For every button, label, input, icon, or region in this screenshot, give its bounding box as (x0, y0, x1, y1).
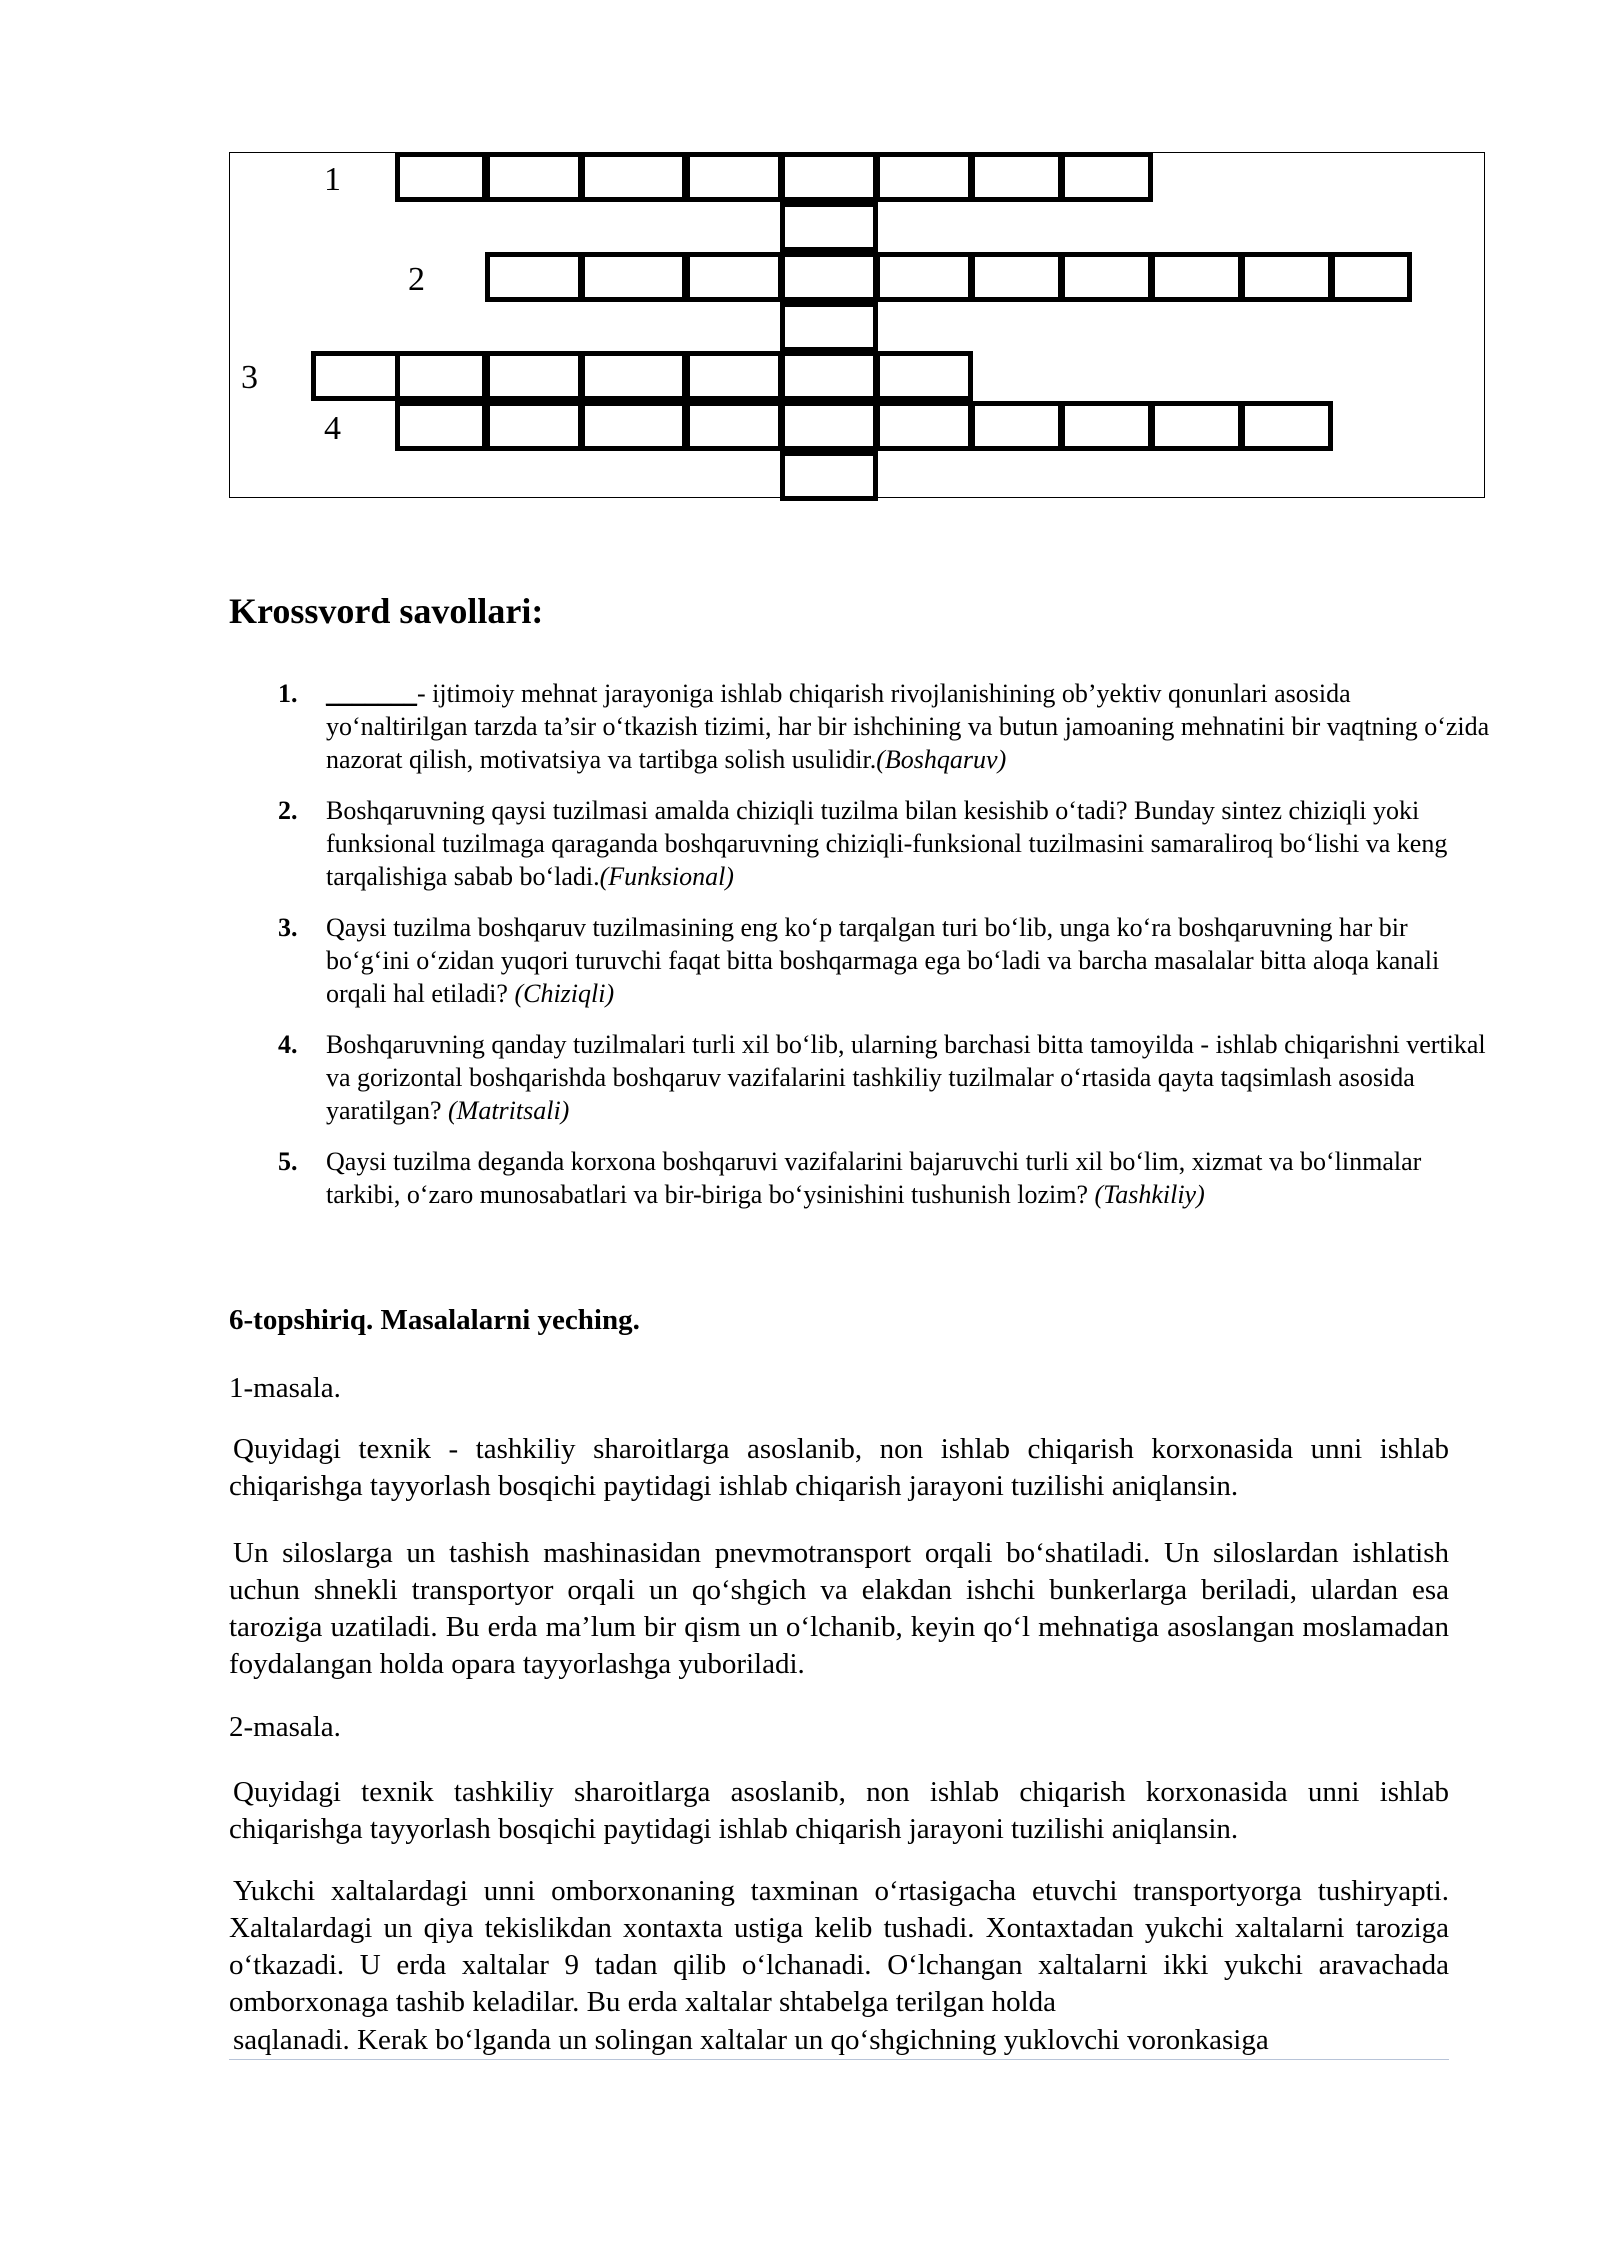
crossword-cell[interactable] (780, 401, 878, 451)
question-answer: (Matritsali) (448, 1096, 570, 1125)
problem2-paragraph-1: Quyidagi texnik tashkiliy sharoitlarga asoslanib, non ishlab chiqarish korxonasida unni ishlab chiqarishga tayyorlash bosqichi paytidagi ishlab chiqarish jarayoni tuzilishi aniqlansin. (229, 1776, 1449, 1845)
question-item (270, 911, 1490, 1010)
problem2-paragraph-2: Yukchi xaltalardagi unni omborxonaning taxminan o‘rtasigacha etuvchi transportyorga tushiryapti. Xaltalardagi un qiya tekislikdan xontaxta ustiga kelib tushadi. Xontaxtadan yukchi xaltalarni taroziga o‘tkazadi. U erda xaltalar 9 tadan qilib o‘lchanadi. O‘lchangan xaltalarni ikki yukchi aravachada omborxonaga tashib keladilar. Bu erda xaltalar shtabelga terilgan holda (229, 1875, 1449, 2018)
crossword-cell[interactable] (685, 351, 783, 401)
crossword-cell[interactable] (970, 401, 1063, 451)
crossword-number-4: 4 (324, 410, 341, 447)
question-number: 5. (278, 1147, 298, 1176)
question-number: 4. (278, 1030, 298, 1059)
question-item (270, 677, 1490, 776)
crossword-cell[interactable] (780, 451, 878, 501)
crossword-cell[interactable] (780, 302, 878, 352)
questions-title: Krossvord savollari: (229, 591, 544, 631)
question-answer: (Boshqaruv) (876, 745, 1007, 774)
crossword-cell[interactable] (1240, 401, 1333, 451)
crossword-cell[interactable] (1060, 401, 1153, 451)
crossword-cell[interactable] (580, 401, 687, 451)
crossword-cell[interactable] (1240, 252, 1333, 302)
crossword-cell[interactable] (485, 152, 583, 202)
crossword-cell[interactable] (395, 351, 487, 401)
question-item (270, 1028, 1490, 1127)
crossword-number-2: 2 (408, 261, 425, 298)
crossword-cell[interactable] (580, 252, 687, 302)
crossword-cell[interactable] (780, 252, 878, 302)
crossword-cell[interactable] (685, 152, 783, 202)
crossword-cell[interactable] (580, 152, 687, 202)
question-text: Boshqaruvning qanday tuzilmalari turli xil bo‘lib, ularning barchasi bitta tamoyilda - ishlab chiqarishni vertikal va gorizontal boshqarishda boshqaruv vazifalarini tashkiliy tuzilmalar o‘rtasida qayta taqsimlash asosida yaratilgan? (326, 1030, 1486, 1125)
question-text: Boshqaruvning qaysi tuzilmasi amalda chiziqli tuzilma bilan kesishib o‘tadi? Bunday sintez chiziqli yoki funksional tuzilmaga qaraganda boshqaruvning chiziqli-funksional tuzilmasini samaraliroq bo‘lishi va keng tarqalishiga sabab bo‘ladi. (326, 796, 1448, 891)
task-heading: 6-topshiriq. Masalalarni yeching. (229, 1304, 640, 1336)
crossword-cell[interactable] (311, 351, 401, 401)
crossword-cell[interactable] (395, 401, 487, 451)
question-text: - ijtimoiy mehnat jarayoniga ishlab chiqarish rivojlanishining ob’yektiv qonunlari asosida yo‘naltirilgan tarzda ta’sir o‘tkazish tizimi, har bir ishchining va butun jamoaning mehnatini bir vaqtning o‘zida nazorat qilish, motivatsiya va tartibga solish usulidir. (326, 679, 1490, 774)
question-answer: (Funksional) (599, 862, 734, 891)
crossword-cell[interactable] (1060, 152, 1153, 202)
problem2-paragraph-2-last-line: saqlanadi. Kerak bo‘lganda un solingan xaltalar un qo‘shgichning yuklovchi voronkasiga (229, 2022, 1449, 2060)
crossword-cell[interactable] (780, 351, 878, 401)
crossword-cell[interactable] (1330, 252, 1412, 302)
crossword-cell[interactable] (875, 252, 973, 302)
answer-blank: _______ (326, 679, 417, 708)
crossword-cell[interactable] (1150, 252, 1243, 302)
crossword-number-3: 3 (241, 359, 258, 396)
questions-list (270, 677, 1490, 1229)
question-number: 2. (278, 796, 298, 825)
problem1-paragraph-2: Un siloslarga un tashish mashinasidan pnevmotransport orqali bo‘shatiladi. Un siloslardan ishlatish uchun shnekli transportyor orqali un qo‘shgich va elakdan ishchi bunkerlarga beriladi, ulardan esa taroziga uzatiladi. Bu erda ma’lum bir qism un o‘lchanib, keyin qo‘l mehnatiga asoslangan moslamadan foydalangan holda opara tayyorlashga yuboriladi. (229, 1537, 1449, 1680)
crossword-cell[interactable] (780, 152, 878, 202)
question-number: 3. (278, 913, 298, 942)
problem1-paragraph-1: Quyidagi texnik - tashkiliy sharoitlarga asoslanib, non ishlab chiqarish korxonasida unni ishlab chiqarishga tayyorlash bosqichi paytidagi ishlab chiqarish jarayoni tuzilishi aniqlansin. (229, 1433, 1449, 1502)
crossword-cell[interactable] (1150, 401, 1243, 451)
problem2-label: 2-masala. (229, 1711, 341, 1743)
question-answer: (Chiziqli) (514, 979, 615, 1008)
crossword-number-1: 1 (324, 161, 341, 198)
crossword-cell[interactable] (485, 351, 583, 401)
crossword-cell[interactable] (1060, 252, 1153, 302)
crossword-cell[interactable] (875, 401, 973, 451)
crossword-cell[interactable] (485, 401, 583, 451)
question-item (270, 794, 1490, 893)
problem1-label: 1-masala. (229, 1372, 341, 1404)
crossword-cell[interactable] (875, 152, 973, 202)
crossword-cell[interactable] (580, 351, 687, 401)
crossword-cell[interactable] (970, 152, 1063, 202)
crossword-cell[interactable] (395, 152, 487, 202)
question-item (270, 1145, 1490, 1211)
question-text: Qaysi tuzilma boshqaruv tuzilmasining eng ko‘p tarqalgan turi bo‘lib, unga ko‘ra boshqaruvning har bir bo‘g‘ini o‘zidan yuqori turuvchi faqat bitta boshqarmaga ega bo‘ladi va barcha masalalar bitta aloqa kanali orqali hal etiladi? (326, 913, 1440, 1008)
question-text: Qaysi tuzilma deganda korxona boshqaruvi vazifalarini bajaruvchi turli xil bo‘lim, xizmat va bo‘linmalar tarkibi, o‘zaro munosabatlari va bir-biriga bo‘ysinishini tushunish lozim? (326, 1147, 1422, 1209)
crossword-cell[interactable] (685, 252, 783, 302)
crossword-cell[interactable] (970, 252, 1063, 302)
question-number: 1. (278, 679, 298, 708)
question-answer: (Tashkiliy) (1094, 1180, 1205, 1209)
crossword-cell[interactable] (685, 401, 783, 451)
crossword-cell[interactable] (875, 351, 973, 401)
crossword-cell[interactable] (780, 202, 878, 252)
crossword-cell[interactable] (485, 252, 583, 302)
